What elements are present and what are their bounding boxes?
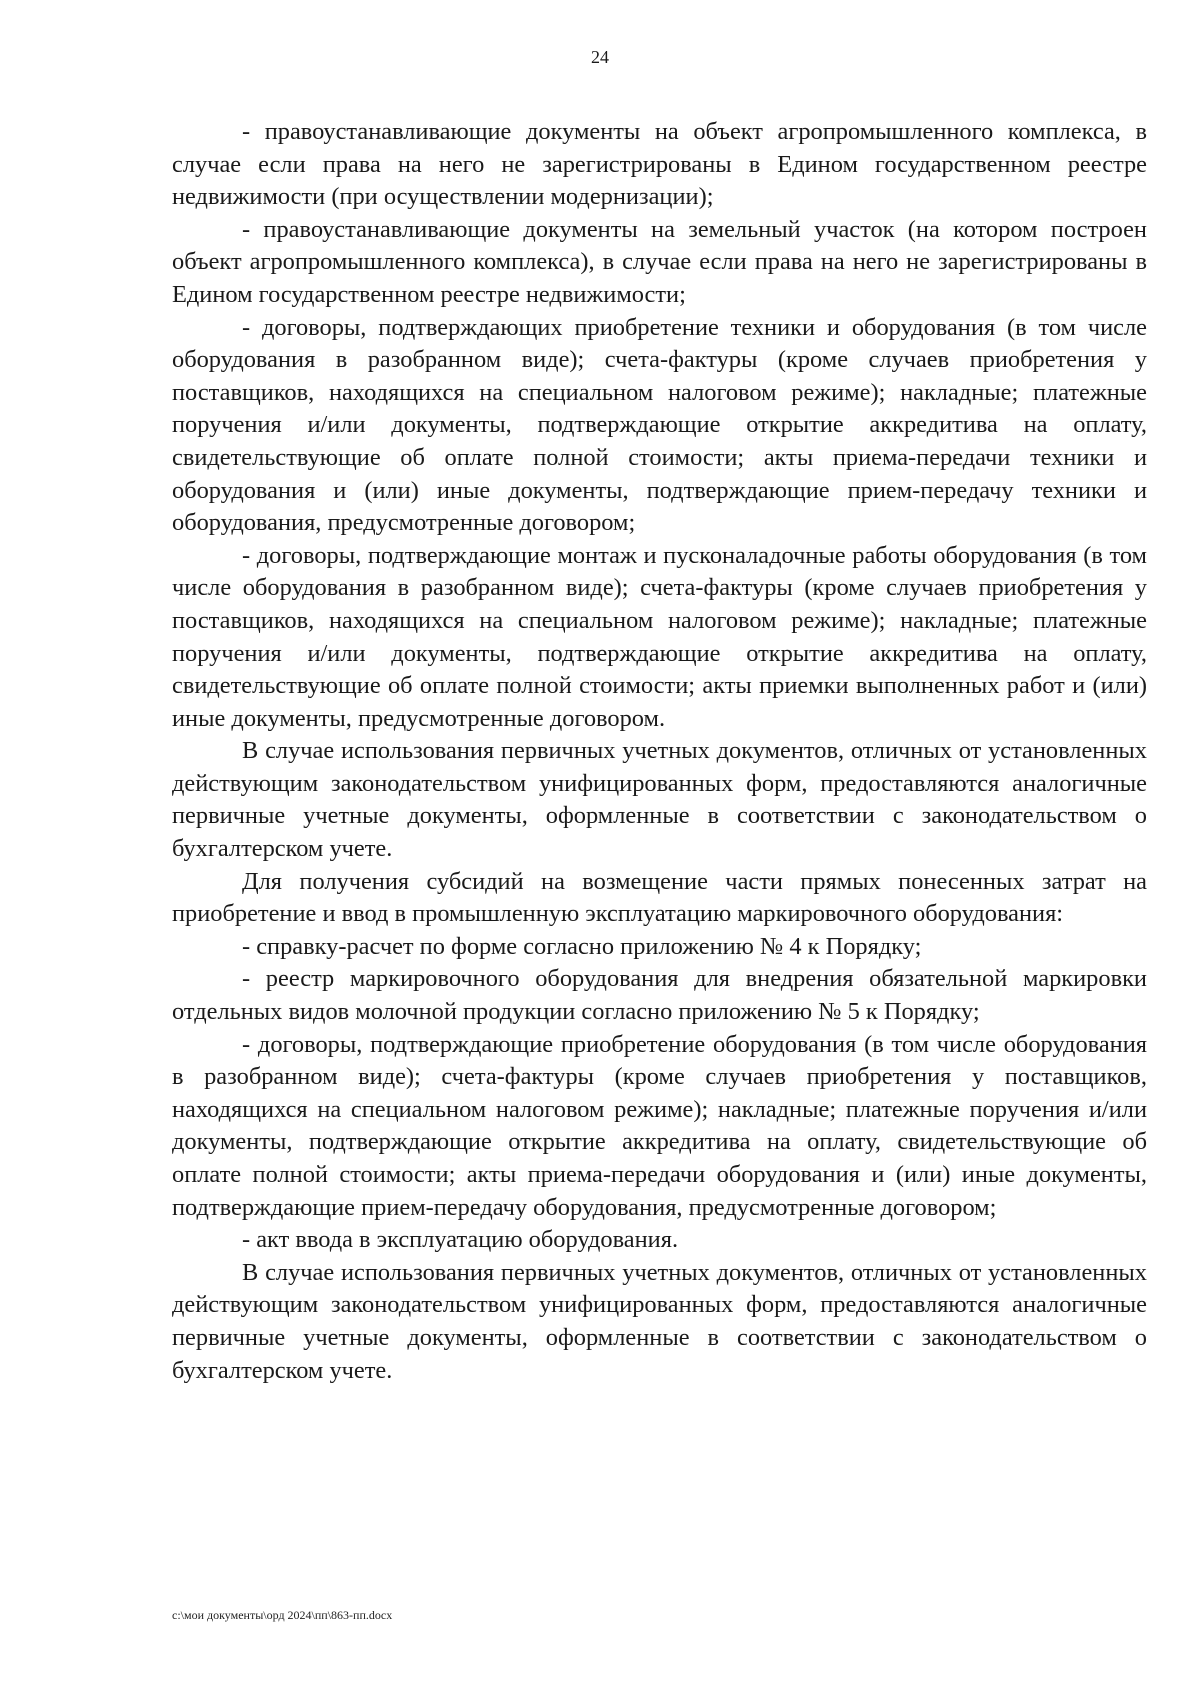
paragraph-marking-subsidy-intro: Для получения субсидий на возмещение части прямых понесенных затрат на приобретение и ввод в промышленную эксплуатацию маркировочного оборудования: xyxy=(172,867,1147,928)
paragraph-commissioning-act: - акт ввода в эксплуатацию оборудования. xyxy=(242,1226,679,1254)
paragraph-title-documents-land: - правоустанавливающие документы на земельный участок (на котором построен объект агропромышленного комплекса), в случае если права на него не зарегистрированы в Едином государственном реестре недвижимости; xyxy=(172,215,1147,308)
paragraph-title-documents-object: - правоустанавливающие документы на объект агропромышленного комплекса, в случае если права на него не зарегистрированы в Едином государственном реестре недвижимости (при осуществлении модернизации); xyxy=(172,118,1147,211)
paragraph-equipment-contracts: - договоры, подтверждающих приобретение техники и оборудования (в том числе оборудования в разобранном виде); счета-фактуры (кроме случаев приобретения у поставщиков, находящихся на специальном налоговом режиме); накладные; платежные поручения и/или документы, подтверждающие открытие аккредитива на оплату, свидетельствующие об оплате полной стоимости; акты приема-передачи техники и оборудования и (или) иные документы, подтверждающие прием-передачу техники и оборудования, предусмотренные договором; xyxy=(172,313,1147,537)
paragraph-installation-contracts: - договоры, подтверждающие монтаж и пусконаладочные работы оборудования (в том числе оборудования в разобранном виде); счета-фактуры (кроме случаев приобретения у поставщиков, находящихся на специальном налоговом режиме); накладные; платежные поручения и/или документы, подтверждающие открытие аккредитива на оплату, свидетельствующие об оплате полной стоимости; акты приемки выполненных работ и (или) иные документы, предусмотренные договором. xyxy=(172,541,1147,732)
paragraph-primary-documents-1: В случае использования первичных учетных документов, отличных от установленных действующим законодательством унифицированных форм, предоставляются аналогичные первичные учетные документы, оформленные в соответствии с законодательством о бухгалтерском учете. xyxy=(172,737,1147,863)
footer-file-path: c:\мои документы\орд 2024\пп\863-пп.docx xyxy=(172,1608,393,1622)
document-body xyxy=(172,116,1147,1387)
paragraph-calculation-certificate: - справку-расчет по форме согласно приложению № 4 к Порядку; xyxy=(242,932,922,960)
page-number: 24 xyxy=(591,47,609,67)
paragraph-purchase-contracts: - договоры, подтверждающие приобретение оборудования (в том числе оборудования в разобранном виде); счета-фактуры (кроме случаев приобретения у поставщиков, находящихся на специальном налоговом режиме); накладные; платежные поручения и/или документы, подтверждающие открытие аккредитива на оплату, свидетельствующие об оплате полной стоимости; акты приема-передачи оборудования и (или) иные документы, подтверждающие прием-передачу оборудования, предусмотренные договором; xyxy=(172,1030,1147,1221)
paragraph-marking-equipment-register: - реестр маркировочного оборудования для внедрения обязательной маркировки отдельных видов молочной продукции согласно приложению № 5 к Порядку; xyxy=(172,965,1147,1026)
paragraph-primary-documents-2: В случае использования первичных учетных документов, отличных от установленных действующим законодательством унифицированных форм, предоставляются аналогичные первичные учетные документы, оформленные в соответствии с законодательством о бухгалтерском учете. xyxy=(172,1258,1147,1384)
